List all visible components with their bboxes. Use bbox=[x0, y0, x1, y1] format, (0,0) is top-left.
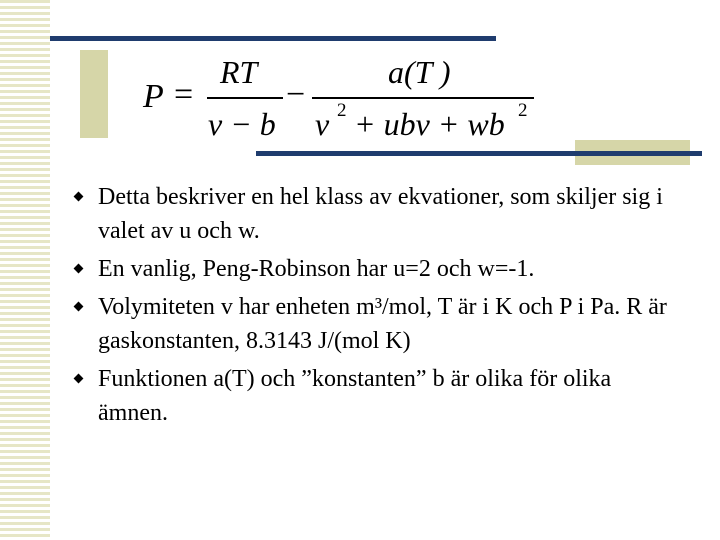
decorative-stripe-bar bbox=[0, 0, 50, 540]
formula-denominator-2-mid: + ubv + wb bbox=[354, 106, 505, 142]
top-rule bbox=[50, 36, 496, 41]
equation-of-state-formula bbox=[140, 50, 560, 150]
formula-denominator-2-exp1: 2 bbox=[337, 100, 347, 121]
diamond-bullet-icon bbox=[74, 192, 84, 202]
bullet-text: Detta beskriver en hel klass av ekvationer, som skiljer sig i valet av u och w. bbox=[98, 184, 663, 244]
bullet-text: En vanlig, Peng-Robinson har u=2 och w=-1. bbox=[98, 256, 535, 282]
bullet-text: Funktionen a(T) och ”konstanten” b är olika för olika ämnen. bbox=[98, 366, 612, 426]
formula-numerator-1: RT bbox=[220, 54, 258, 90]
fraction-bar-2 bbox=[312, 97, 534, 99]
formula-equals: = bbox=[174, 76, 194, 113]
bottom-rule bbox=[256, 151, 702, 156]
formula-lhs: P bbox=[143, 78, 164, 115]
formula-minus: − bbox=[286, 76, 306, 113]
accent-block-top bbox=[80, 50, 108, 138]
bullet-item bbox=[74, 290, 684, 358]
bullet-list bbox=[74, 180, 684, 434]
formula-denominator-2-exp2: 2 bbox=[518, 100, 528, 121]
diamond-bullet-icon bbox=[74, 264, 84, 274]
fraction-bar-1 bbox=[207, 97, 283, 99]
diamond-bullet-icon bbox=[74, 374, 84, 384]
bullet-item bbox=[74, 362, 684, 430]
bullet-text: Volymiteten v har enheten m³/mol, T är i K och P i Pa. R är gaskonstanten, 8.3143 J/(mol K) bbox=[98, 294, 667, 354]
formula-denominator-1: v − b bbox=[208, 106, 276, 142]
diamond-bullet-icon bbox=[74, 302, 84, 312]
formula-numerator-2: a(T ) bbox=[388, 54, 451, 90]
bullet-item bbox=[74, 180, 684, 248]
bullet-item bbox=[74, 252, 684, 286]
formula-denominator-2-v: v bbox=[315, 106, 330, 142]
